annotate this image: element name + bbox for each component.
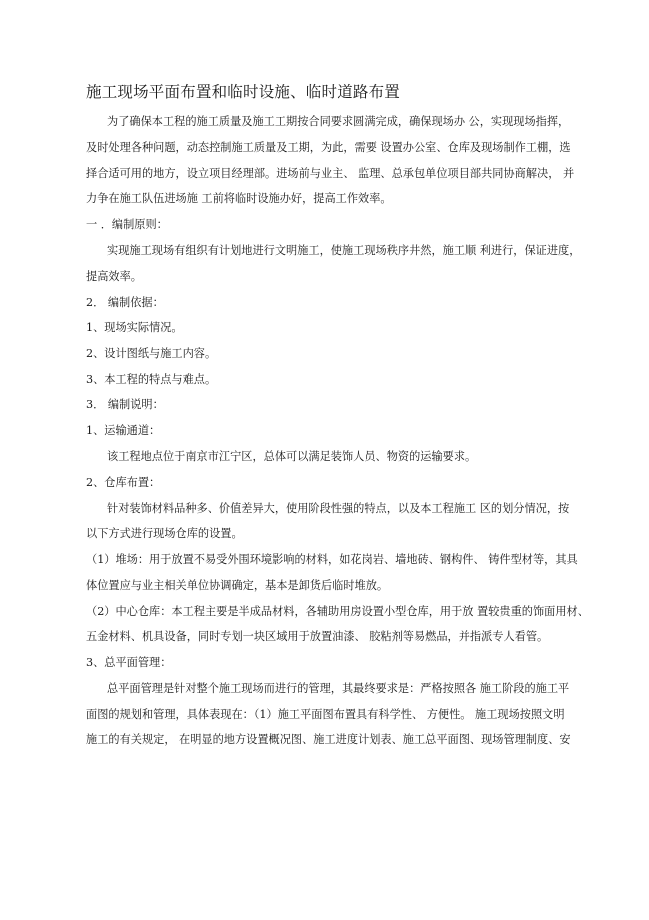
section-heading-principles: 一 ．编制原则：	[86, 218, 168, 231]
site-plan-line-3: 施工的有关规定， 在明显的地方设置概况图、施工进度计划表、施工总平面图、现场管理制度、安	[86, 733, 571, 746]
basis-item-1: 1、现场实际情况。	[86, 321, 183, 334]
subheading-transport: 1、运输通道：	[86, 424, 161, 437]
document-title: 施工现场平面布置和临时设施、临时道路布置	[86, 83, 401, 101]
site-plan-line-2: 面图的规划和管理，具体表现在：（1）施工平面图布置具有科学性、 方便性。 施工现场按照文明	[86, 708, 565, 721]
warehouse-yard-line-1: （1）堆场：用于放置不易受外围环境影响的材料，如花岗岩、墙地砖、钢构件、 铸件型材等，其具	[86, 553, 578, 566]
warehouse-central-line-1: （2）中心仓库：本工程主要是半成品材料，各辅助用房设置小型仓库，用于放 置较贵重的饰面用材、	[86, 605, 589, 618]
basis-item-3: 3、本工程的特点与难点。	[86, 373, 217, 386]
site-plan-line-1: 总平面管理是针对整个施工现场而进行的管理，其最终要求是：严格按照各 施工阶段的施工平	[107, 682, 570, 695]
warehouse-yard-line-2: 体位置应与业主相关单位协调确定，基本是卸货后临时堆放。	[86, 579, 389, 592]
intro-line-1: 为了确保本工程的施工质量及施工工期按合同要求圆满完成，确保现场办 公，实现现场指挥，	[107, 115, 570, 128]
intro-line-2: 及时处理各种问题，动态控制施工质量及工期，为此，需要 设置办公室、仓库及现场制作工棚，选	[86, 141, 571, 154]
intro-line-3: 择合适可用的地方，设立项目经理部。进场前与业主、 监理、总承包单位项目部共同协商解决， 并	[86, 167, 575, 180]
warehouse-line-1: 针对装饰材料品种多、价值差异大，使用阶段性强的特点，以及本工程施工 区的划分情况，按	[107, 502, 570, 515]
intro-line-4: 力争在施工队伍进场施 工前将临时设施办好，提高工作效率。	[86, 192, 392, 205]
subheading-warehouse: 2、仓库布置：	[86, 476, 161, 489]
subheading-site-plan: 3、总平面管理：	[86, 656, 172, 669]
warehouse-line-2: 以下方式进行现场仓库的设置。	[86, 527, 243, 540]
section-heading-explanation: 3． 编制说明：	[86, 398, 164, 411]
section-heading-basis: 2． 编制依据：	[86, 296, 164, 309]
warehouse-central-line-2: 五金材料、机具设备，同时专划一块区域用于放置油漆、 胶粘剂等易燃品，并指派专人看管。	[86, 630, 549, 643]
principles-line-1: 实现施工现场有组织有计划地进行文明施工，使施工现场秩序井然，施工顺 利进行，保证进度，	[107, 244, 581, 257]
transport-line-1: 该工程地点位于南京市江宁区，总体可以满足装饰人员、物资的运输要求。	[107, 450, 477, 463]
basis-item-2: 2、设计图纸与施工内容。	[86, 347, 217, 360]
principles-line-2: 提高效率。	[86, 270, 142, 283]
